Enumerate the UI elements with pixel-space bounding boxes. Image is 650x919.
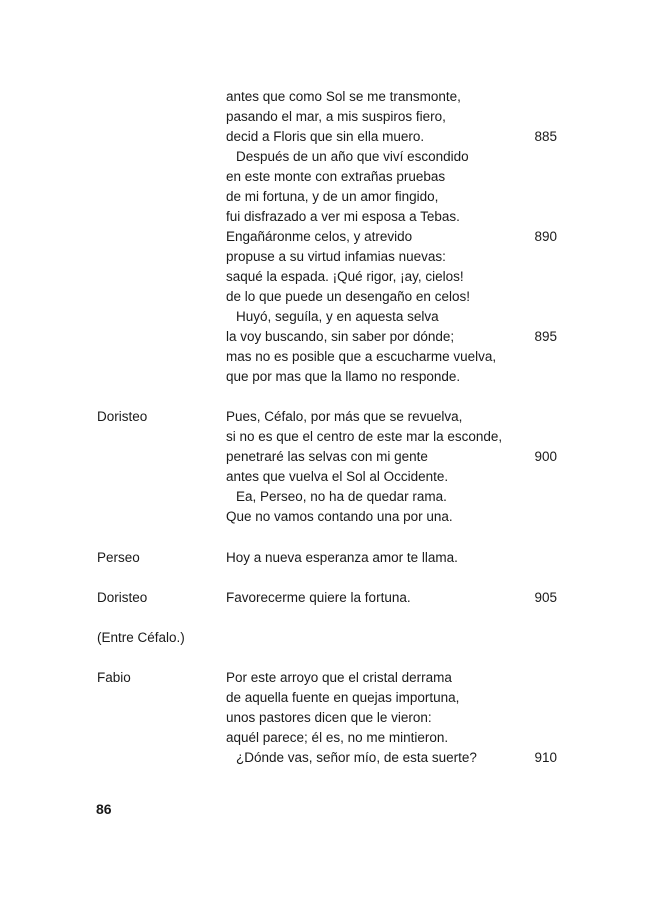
verse-text: antes que como Sol se me transmonte,	[226, 89, 461, 104]
verse-text: Hoy a nueva esperanza amor te llama.	[226, 550, 458, 565]
verse-text: mas no es posible que a escucharme vuelva,	[226, 349, 497, 364]
verse-text: de aquella fuente en quejas importuna,	[226, 690, 460, 705]
verse-text: Ea, Perseo, no ha de quedar rama.	[236, 489, 447, 504]
verse-line	[0, 187, 650, 207]
verse-text: aquél parece; él es, no me mintieron.	[226, 730, 449, 745]
line-number: 910	[534, 750, 557, 765]
verse-text: fui disfrazado a ver mi esposa a Tebas.	[226, 209, 460, 224]
verse-line	[0, 367, 650, 387]
verse-line	[0, 487, 650, 507]
speaker-name: Doristeo	[97, 590, 148, 605]
verse-line	[0, 307, 650, 327]
speaker-name: Doristeo	[97, 409, 148, 424]
verse-line	[0, 427, 650, 447]
line-number: 905	[534, 590, 557, 605]
line-number: 890	[534, 229, 557, 244]
verse-text: saqué la espada. ¡Qué rigor, ¡ay, cielos!	[226, 269, 464, 284]
verse-line	[0, 728, 650, 748]
verse-text: antes que vuelva el Sol al Occidente.	[226, 469, 449, 484]
verse-line	[0, 748, 650, 768]
verse-text: de lo que puede un desengaño en celos!	[226, 289, 470, 304]
verse-line	[0, 167, 650, 187]
verse-text: Después de un año que viví escondido	[236, 149, 469, 164]
line-number: 895	[534, 329, 557, 344]
verse-line	[0, 347, 650, 367]
line-number: 885	[534, 129, 557, 144]
verse-line	[0, 467, 650, 487]
verse-line	[0, 147, 650, 167]
verse-line	[0, 247, 650, 267]
page-number: 86	[96, 801, 112, 817]
verse-text: Por este arroyo que el cristal derrama	[226, 670, 452, 685]
verse-text: que por mas que la llamo no responde.	[226, 369, 461, 384]
stage-direction: (Entre Céfalo.)	[97, 630, 185, 645]
verse-line	[0, 507, 650, 527]
verse-line	[0, 628, 650, 648]
line-number: 900	[534, 449, 557, 464]
verse-text: Favorecerme quiere la fortuna.	[226, 590, 411, 605]
verse-line	[0, 267, 650, 287]
verse-text: decid a Floris que sin ella muero.	[226, 129, 425, 144]
verse-text: en este monte con extrañas pruebas	[226, 169, 446, 184]
verse-line	[0, 407, 650, 427]
verse-line	[0, 127, 650, 147]
verse-line	[0, 668, 650, 688]
speaker-name: Perseo	[97, 550, 140, 565]
verse-line	[0, 287, 650, 307]
verse-text: Pues, Céfalo, por más que se revuelva,	[226, 409, 463, 424]
verse-text: propuse a su virtud infamias nuevas:	[226, 249, 446, 264]
verse-line	[0, 447, 650, 467]
verse-text: unos pastores dicen que le vieron:	[226, 710, 432, 725]
verse-text: pasando el mar, a mis suspiros fiero,	[226, 109, 446, 124]
verse-text: de mi fortuna, y de un amor fingido,	[226, 189, 439, 204]
verse-line	[0, 327, 650, 347]
verse-text: ¿Dónde vas, señor mío, de esta suerte?	[236, 750, 477, 765]
verse-line	[0, 548, 650, 568]
speaker-name: Fabio	[97, 670, 131, 685]
verse-text: Engañáronme celos, y atrevido	[226, 229, 413, 244]
verse-text: Huyó, seguíla, y en aquesta selva	[236, 309, 439, 324]
verse-line	[0, 227, 650, 247]
verse-line	[0, 207, 650, 227]
verse-line	[0, 688, 650, 708]
verse-text: penetraré las selvas con mi gente	[226, 449, 428, 464]
verse-text: la voy buscando, sin saber por dónde;	[226, 329, 455, 344]
verse-line	[0, 87, 650, 107]
verse-text: Que no vamos contando una por una.	[226, 509, 453, 524]
verse-text: si no es que el centro de este mar la esconde,	[226, 429, 503, 444]
verse-line	[0, 588, 650, 608]
verse-line	[0, 708, 650, 728]
verse-line	[0, 107, 650, 127]
